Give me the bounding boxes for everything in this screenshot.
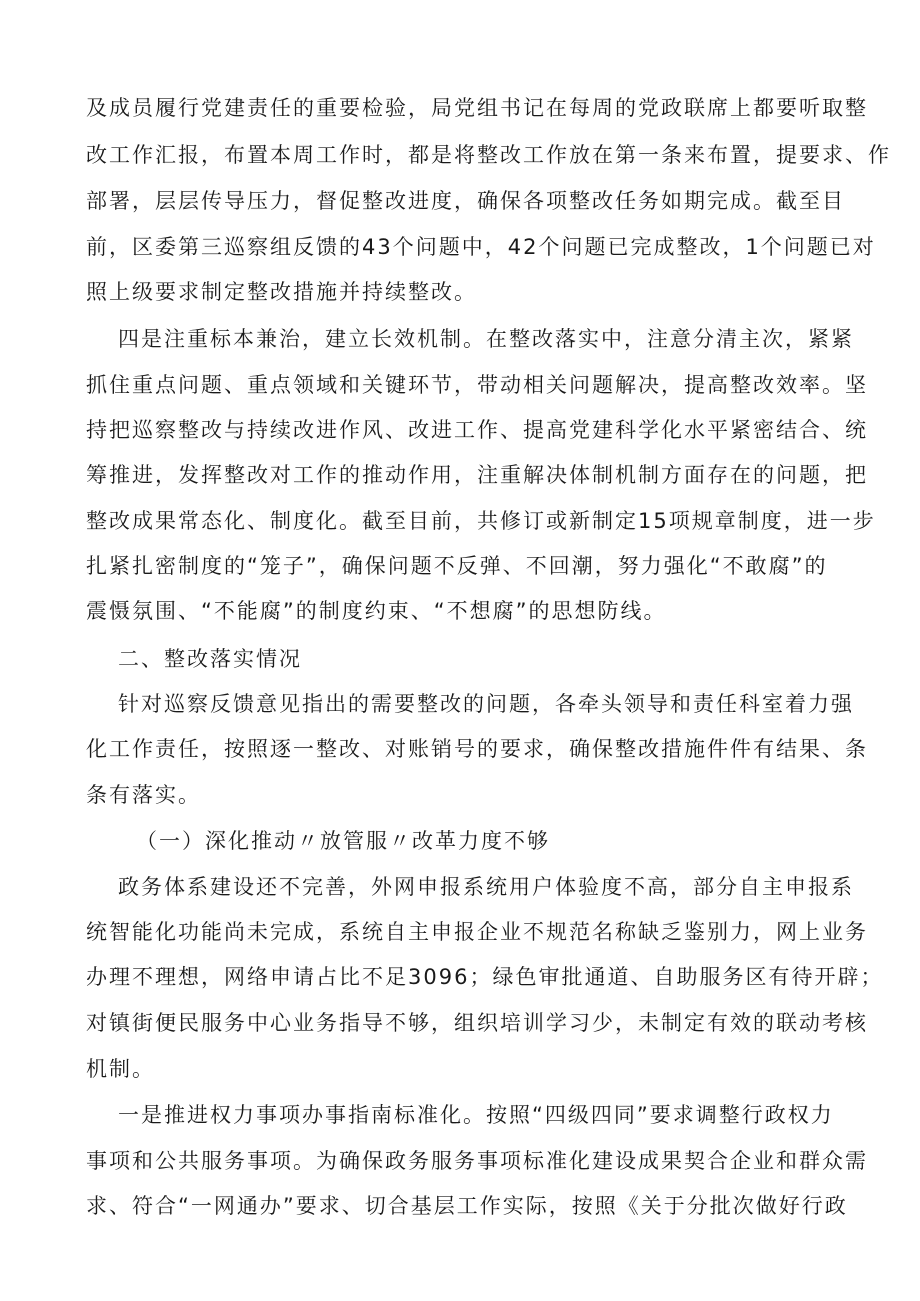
text-line: 事项和公共服务事项。为确保政务服务事项标准化建设成果契合企业和群众需 bbox=[86, 1149, 868, 1173]
text-line: 筹推进，发挥整改对工作的推动作用，注重解决体制机制方面存在的问题，把 bbox=[86, 463, 868, 487]
text-line: 扎紧扎密制度的“笼子”，确保问题不反弹、不回潮，努力强化“不敢腐”的 bbox=[86, 554, 828, 578]
text-line: 照上级要求制定整改措施并持续整改。 bbox=[86, 280, 477, 304]
text-line: 部署，层层传导压力，督促整改进度，确保各项整改任务如期完成。截至目 bbox=[86, 189, 845, 213]
paragraph-first-line: 针对巡察反馈意见指出的需要整改的问题，各牵头领导和责任科室着力强 bbox=[118, 692, 854, 716]
text-line: 统智能化功能尚未完成，系统自主申报企业不规范名称缺乏鉴别力，网上业务 bbox=[86, 920, 868, 944]
paragraph-first-line: 政务体系建设还不完善，外网申报系统用户体验度不高，部分自主申报系 bbox=[118, 875, 854, 899]
text-line: 前，区委第三巡察组反馈的43个问题中，42个问题已完成整改，1个问题已对 bbox=[86, 235, 876, 259]
text-line: 及成员履行党建责任的重要检验，局党组书记在每周的党政联席上都要听取整 bbox=[86, 96, 868, 120]
text-line: 整改成果常态化、制度化。截至目前，共修订或新制定15项规章制度，进一步 bbox=[86, 509, 876, 533]
text-line: 对镇街便民服务中心业务指导不够，组织培训学习少，未制定有效的联动考核 bbox=[86, 1011, 868, 1035]
text-line: 办理不理想，网络申请占比不足3096；绿色审批通道、自助服务区有待开辟； bbox=[86, 965, 884, 989]
paragraph-first-line: 一是推进权力事项办事指南标准化。按照“四级四同”要求调整行政权力 bbox=[118, 1103, 834, 1127]
text-line: 条有落实。 bbox=[86, 783, 201, 807]
text-line: 持把巡察整改与持续改进作风、改进工作、提高党建科学化水平紧密结合、统 bbox=[86, 418, 868, 442]
subsection-heading: （一）深化推动〃放管服〃改革力度不够 bbox=[136, 829, 550, 853]
text-line: 抓住重点问题、重点领域和关键环节，带动相关问题解决，提高整改效率。坚 bbox=[86, 373, 868, 397]
section-heading: 二、整改落实情况 bbox=[118, 647, 302, 671]
text-line: 化工作责任，按照逐一整改、对账销号的要求，确保整改措施件件有结果、条 bbox=[86, 737, 868, 761]
text-line: 震慑氛围、“不能腐”的制度约束、“不想腐”的思想防线。 bbox=[86, 599, 667, 623]
text-line: 求、符合“一网通办”要求、切合基层工作实际，按照《关于分批次做好行政 bbox=[86, 1194, 848, 1218]
paragraph-first-line: 四是注重标本兼治，建立长效机制。在整改落实中，注意分清主次，紧紧 bbox=[118, 327, 854, 351]
text-line: 改工作汇报，布置本周工作时，都是将整改工作放在第一条来布置，提要求、作 bbox=[86, 143, 891, 167]
text-line: 机制。 bbox=[86, 1057, 155, 1081]
